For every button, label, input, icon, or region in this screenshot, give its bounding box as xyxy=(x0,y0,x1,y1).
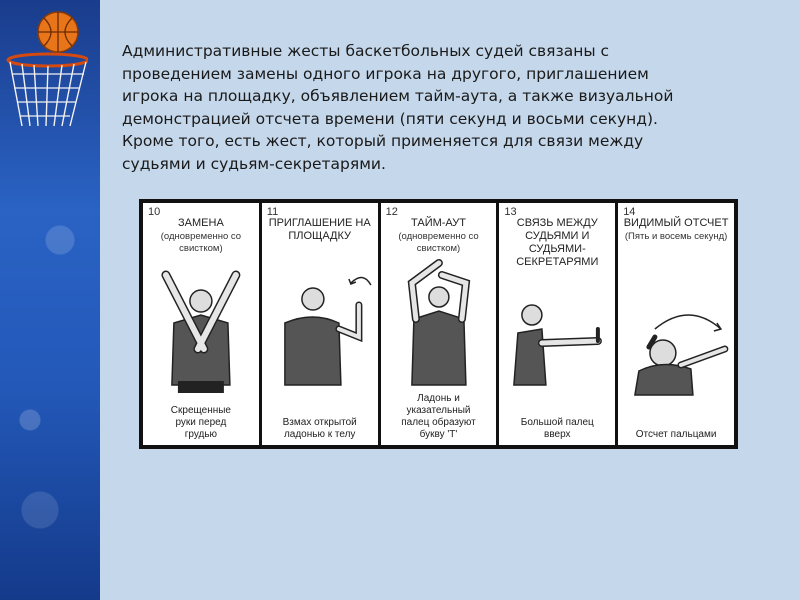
referee-thumb-up-icon xyxy=(499,253,615,398)
slide-body-text: Административные жесты баскетбольных судей связаны с проведением замены одного игрока на другого, приглашением игрока на площадку, объявлением тайм-аута, а также визуальной демонстрацией отсчета времени (пяти секунд и восьми секунд). Кроме того, есть жест, который применяется для связи между судьями и судьям-секретарями. xyxy=(122,42,674,173)
gesture-panel-timeout xyxy=(381,203,497,445)
referee-wave-icon xyxy=(262,253,378,398)
basketball-hoop-icon xyxy=(4,8,88,132)
referee-t-sign-icon xyxy=(381,253,497,398)
gesture-title: ВИДИМЫЙ ОТСЧЕТ xyxy=(623,217,729,229)
decorative-sidebar xyxy=(0,0,100,600)
gesture-panel-communication xyxy=(499,203,615,445)
gesture-number: 13 xyxy=(504,206,517,218)
gesture-number: 12 xyxy=(385,206,398,218)
gesture-subtitle: (одновременно со свистком) xyxy=(160,231,242,254)
gesture-title: СВЯЗЬ МЕЖДУ СУДЬЯМИ И СУДЬЯМИ-СЕКРЕТАРЯМИ xyxy=(516,217,599,268)
referee-count-icon xyxy=(618,253,734,398)
referee-gestures-figure xyxy=(139,199,738,449)
gesture-title: ТАЙМ-АУТ xyxy=(411,217,466,229)
gesture-number: 10 xyxy=(148,206,161,218)
gesture-panel-substitution xyxy=(143,203,259,445)
gesture-title: ПРИГЛАШЕНИЕ НА ПЛОЩАДКУ xyxy=(268,217,371,242)
gesture-caption: Взмах открытой ладонью к телу xyxy=(282,417,357,440)
gesture-number: 11 xyxy=(266,206,279,218)
gesture-panel-visible-count xyxy=(618,203,734,445)
gesture-caption: Скрещенные руки перед грудью xyxy=(170,405,231,440)
gesture-caption: Ладонь и указательный палец образуют букву 'Т' xyxy=(401,393,476,440)
gesture-subtitle: (Пять и восемь секунд) xyxy=(624,231,728,242)
gesture-caption: Большой палец вверх xyxy=(520,417,594,440)
gesture-panel-invite xyxy=(262,203,378,445)
gesture-number: 14 xyxy=(623,206,636,218)
referee-crossed-arms-icon xyxy=(143,253,259,398)
gesture-title: ЗАМЕНА xyxy=(178,217,224,229)
gesture-subtitle: (одновременно со свистком) xyxy=(398,231,479,254)
gesture-caption: Отсчет пальцами xyxy=(635,429,717,440)
